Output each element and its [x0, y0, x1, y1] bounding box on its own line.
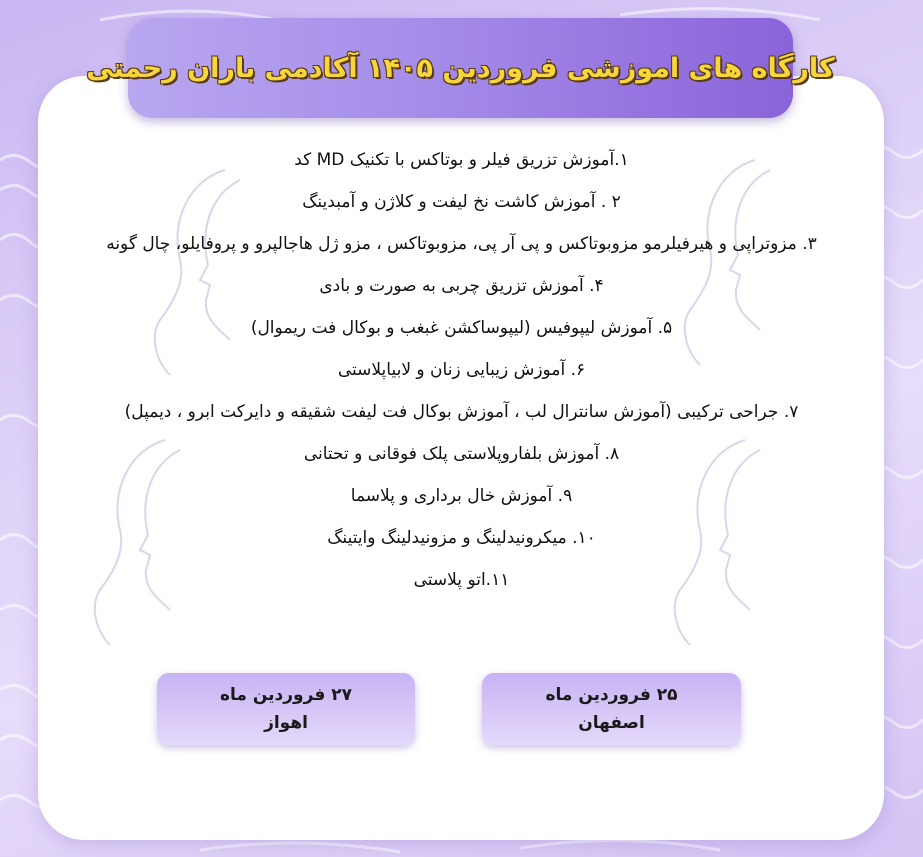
course-item: ۴. آموزش تزریق چربی به صورت و بادی: [319, 276, 604, 296]
course-item: ۱.آموزش تزریق فیلر و بوتاکس با تکنیک MD کد: [294, 150, 629, 170]
course-item: ۱۱.اتو پلاستی: [413, 570, 510, 590]
page-title: کارگاه های اموزشی فروردین ۱۴۰۵ آکادمی باران رحمتی: [86, 52, 835, 84]
course-item: ۲ . آموزش کاشت نخ لیفت و کلاژن و آمبدینگ: [302, 192, 621, 212]
title-banner: [86, 18, 835, 118]
event-city: اصفهان: [578, 713, 645, 733]
event-city: اهواز: [264, 713, 308, 733]
course-item: ۸. آموزش بلفاروپلاستی پلک فوقانی و تحتانی: [303, 444, 620, 464]
event-box-isfahan: [482, 673, 741, 745]
course-item: ۱۰. میکرونیدلینگ و مزونیدلینگ وایتینگ: [327, 528, 596, 548]
course-item: ۶. آموزش زیبایی زنان و لابیاپلاستی: [337, 360, 586, 380]
course-item: ۳. مزوتراپی و هیرفیلرمو مزوبوتاکس و پی آر پی، مزوبوتاکس ، مزو ژل هاجالپرو و پروفایلو، چال گونه: [106, 234, 817, 254]
event-date: ۲۷ فروردین ماه: [220, 685, 353, 705]
course-list: [60, 143, 863, 605]
event-box-ahvaz: [157, 673, 415, 745]
course-item: ۹. آموزش خال برداری و پلاسما: [350, 486, 573, 506]
event-date: ۲۵ فروردین ماه: [545, 685, 678, 705]
course-item: ۵. آموزش لیپوفیس (لیپوساکشن غبغب و بوکال فت ریموال): [250, 318, 673, 338]
course-item: ۷. جراحی ترکیبی (آموزش سانترال لب ، آموزش بوکال فت لیفت شقیقه و دایرکت ابرو ، دیمپل): [124, 402, 799, 422]
